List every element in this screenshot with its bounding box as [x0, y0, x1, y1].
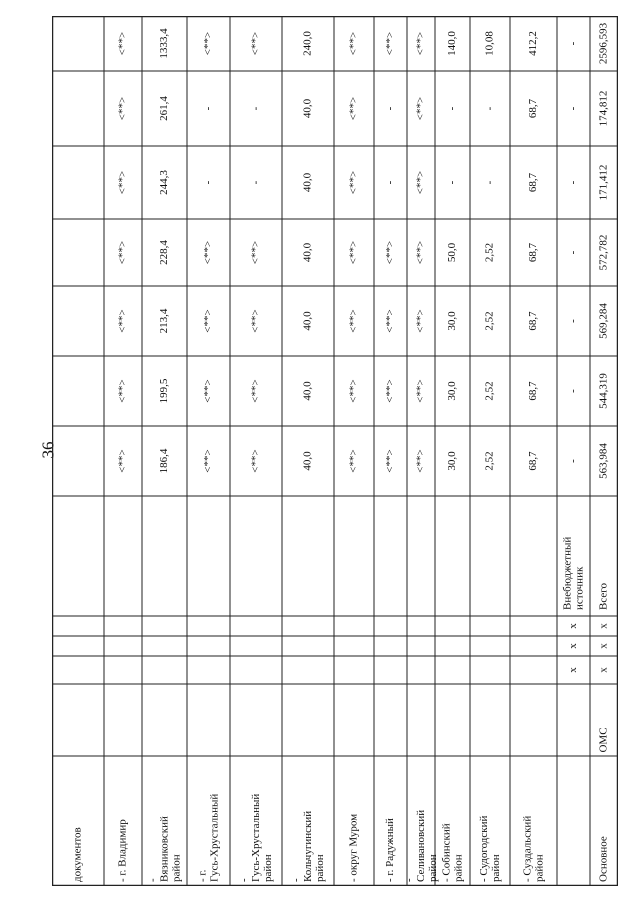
value-cell: <**>: [347, 449, 360, 473]
value-cell: 40,0: [301, 381, 314, 401]
value-cell: -: [202, 180, 215, 185]
value-cell: <**>: [202, 449, 215, 473]
value-cell: <**>: [116, 96, 129, 121]
row-label: - Суздальскийрайон: [521, 815, 546, 882]
page-number: 36: [38, 441, 58, 459]
x-mark: x: [597, 643, 610, 649]
value-cell: 569,284: [597, 303, 610, 339]
value-cell: <**>: [202, 240, 215, 265]
value-cell: 140,0: [446, 31, 459, 56]
value-cell: <**>: [116, 170, 129, 195]
value-cell: <**>: [347, 309, 360, 333]
row-label: - Собинскийрайон: [440, 823, 465, 882]
value-cell: 186,4: [158, 448, 171, 474]
value-cell: 2,52: [483, 242, 496, 263]
row-label: -Вязниковскийрайон: [146, 816, 183, 882]
value-cell: 30,0: [446, 381, 459, 401]
table-border: [53, 17, 618, 886]
row-label: - г. Радужный: [384, 818, 397, 882]
value-cell: <**>: [202, 379, 215, 403]
value-cell: 40,0: [301, 172, 314, 193]
value-cell: 50,0: [446, 242, 459, 263]
x-mark: x: [567, 667, 580, 673]
value-cell: <**>: [347, 170, 360, 195]
value-cell: 68,7: [527, 311, 540, 331]
row-label: -Селивановскийрайон: [402, 809, 439, 882]
value-cell: -: [249, 180, 262, 185]
value-cell: 199,5: [158, 378, 171, 404]
row-label: - округ Муром: [347, 813, 360, 882]
value-cell: <**>: [414, 449, 427, 473]
value-cell: <**>: [414, 309, 427, 333]
value-cell: 30,0: [446, 311, 459, 331]
value-cell: <**>: [384, 379, 397, 403]
value-cell: 2,52: [483, 451, 496, 471]
x-mark: x: [567, 643, 580, 649]
value-cell: 412,2: [527, 31, 540, 56]
value-cell: 1333,4: [158, 28, 171, 59]
row-label: - г.Гусь-Хрустальный: [196, 793, 221, 882]
x-mark: x: [597, 623, 610, 629]
value-cell: 544,319: [597, 373, 610, 409]
value-cell: -: [567, 319, 580, 323]
value-cell: <**>: [249, 449, 262, 473]
value-cell: 68,7: [527, 451, 540, 471]
value-cell: 244,3: [158, 170, 171, 195]
value-cell: -: [483, 180, 496, 185]
value-cell: <**>: [384, 449, 397, 473]
value-cell: <**>: [249, 31, 262, 56]
value-cell: 68,7: [527, 98, 540, 119]
value-cell: -: [567, 459, 580, 463]
value-cell: -: [202, 106, 215, 111]
row-label: -Кольчугинскийрайон: [289, 810, 326, 882]
row-label: -Гусь-Хрустальныйрайон: [237, 793, 274, 882]
value-cell: <**>: [116, 31, 129, 56]
value-cell: 261,4: [158, 96, 171, 121]
value-cell: <**>: [347, 31, 360, 56]
row-label: - г. Владимир: [116, 819, 129, 882]
value-cell: -: [384, 106, 397, 111]
value-cell: 228,4: [158, 240, 171, 265]
value-cell: <**>: [116, 379, 129, 403]
value-cell: <**>: [116, 309, 129, 333]
value-cell: 213,4: [158, 308, 171, 334]
value-cell: -: [567, 250, 580, 255]
value-cell: -: [567, 389, 580, 393]
value-cell: -: [567, 41, 580, 46]
value-cell: <**>: [347, 379, 360, 403]
value-cell: 10,08: [483, 31, 496, 56]
x-mark: x: [597, 667, 610, 673]
row-label: Основное: [597, 836, 610, 882]
value-cell: -: [249, 106, 262, 111]
value-cell: 68,7: [527, 172, 540, 193]
value-cell: <**>: [347, 240, 360, 265]
funding-source: Всего: [597, 583, 610, 610]
value-cell: <**>: [414, 170, 427, 195]
value-cell: <**>: [249, 240, 262, 265]
value-cell: <**>: [414, 379, 427, 403]
value-cell: 2,52: [483, 381, 496, 401]
value-cell: -: [483, 106, 496, 111]
value-cell: 2,52: [483, 311, 496, 331]
value-cell: 68,7: [527, 242, 540, 263]
value-cell: 40,0: [301, 98, 314, 119]
value-cell: 30,0: [446, 451, 459, 471]
row-label: документов: [71, 827, 84, 882]
value-cell: <**>: [414, 96, 427, 121]
value-cell: 171,412: [597, 164, 610, 201]
value-cell: <**>: [202, 309, 215, 333]
value-cell: 40,0: [301, 311, 314, 331]
value-cell: -: [446, 180, 459, 185]
value-cell: -: [384, 180, 397, 185]
value-cell: 2596,593: [597, 22, 610, 65]
value-cell: <**>: [384, 31, 397, 56]
value-cell: <**>: [414, 31, 427, 56]
value-cell: 572,782: [597, 234, 610, 271]
value-cell: <**>: [249, 379, 262, 403]
value-cell: 40,0: [301, 242, 314, 263]
value-cell: <**>: [249, 309, 262, 333]
value-cell: -: [446, 106, 459, 111]
row-label: - Судогодскийрайон: [477, 815, 502, 882]
program-label: ОМС: [597, 727, 610, 753]
value-cell: <**>: [202, 31, 215, 56]
funding-source: Внебюджетныйисточник: [561, 536, 586, 610]
value-cell: <**>: [116, 449, 129, 473]
value-cell: 40,0: [301, 451, 314, 471]
value-cell: <**>: [347, 96, 360, 121]
value-cell: <**>: [384, 309, 397, 333]
budget-table: [52, 16, 618, 886]
value-cell: <**>: [384, 240, 397, 265]
value-cell: <**>: [116, 240, 129, 265]
x-mark: x: [567, 623, 580, 629]
value-cell: <**>: [414, 240, 427, 265]
value-cell: 240,0: [301, 31, 314, 56]
value-cell: -: [567, 180, 580, 185]
value-cell: 563,984: [597, 443, 610, 479]
value-cell: -: [567, 106, 580, 111]
value-cell: 174,812: [597, 90, 610, 127]
value-cell: 68,7: [527, 381, 540, 401]
